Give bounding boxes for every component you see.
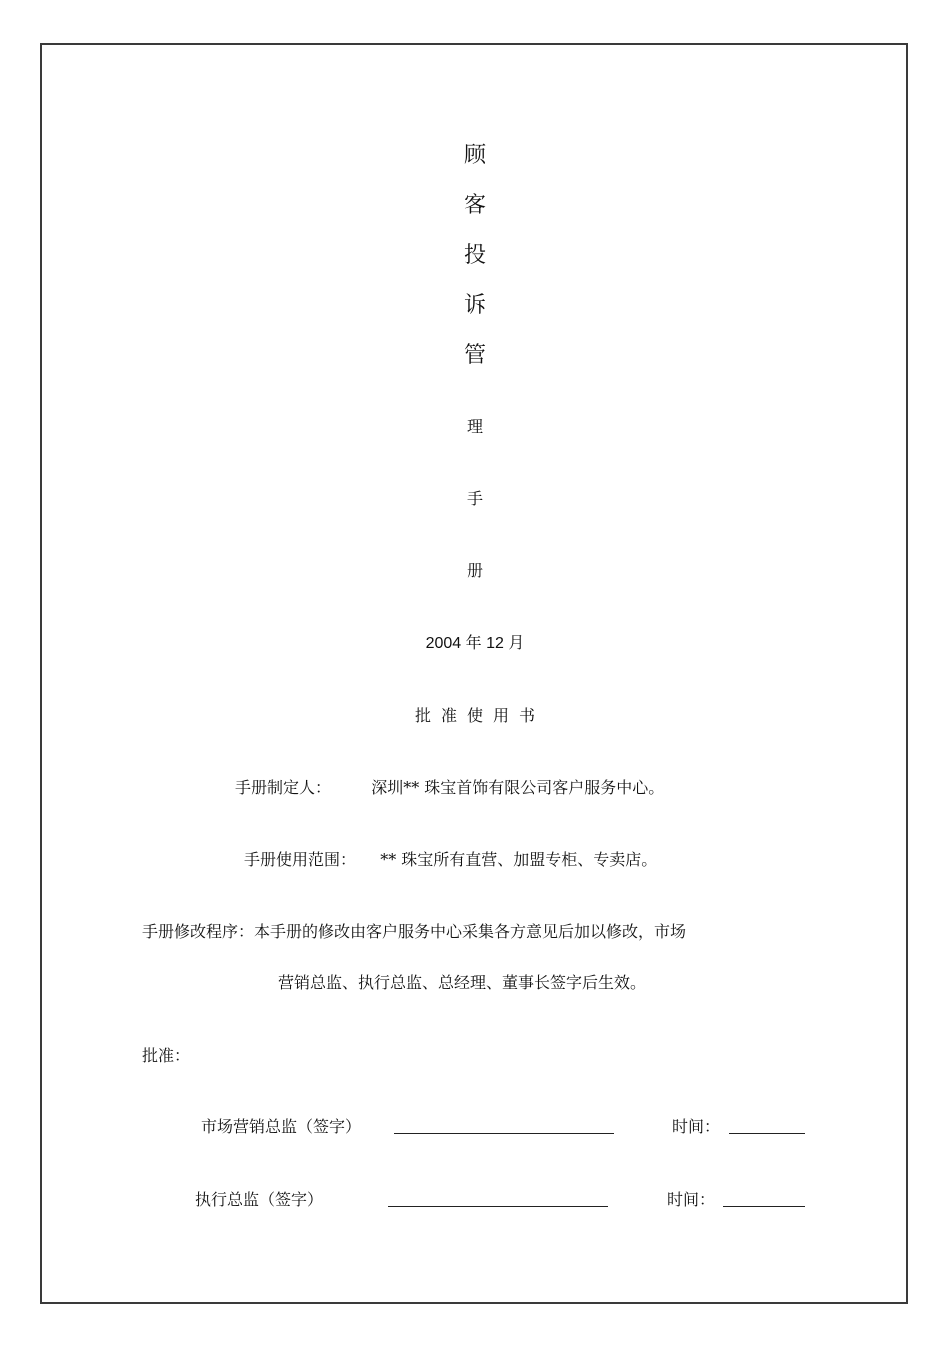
author-row	[235, 777, 664, 799]
signature-time-line-2[interactable]	[723, 1206, 805, 1207]
title-char-6: 理	[466, 417, 483, 436]
scope-row	[244, 849, 657, 871]
signature-line-1[interactable]	[394, 1133, 614, 1134]
title-char-3: 投	[463, 243, 486, 268]
subtitle: 批准使用书	[414, 706, 545, 725]
procedure-line-2: 营销总监、执行总监、总经理、董事长签字后生效。	[278, 973, 647, 992]
author-value: 深圳** 珠宝首饰有限公司客户服务中心。	[371, 778, 665, 797]
title-char-1: 顾	[463, 143, 486, 168]
title-char-4: 诉	[463, 293, 486, 318]
title-char-8: 册	[466, 561, 483, 580]
signature-line-2[interactable]	[388, 1206, 608, 1207]
title-char-2: 客	[463, 193, 486, 218]
approval-label: 批准：	[142, 1046, 191, 1065]
signature-time-line-1[interactable]	[729, 1133, 805, 1134]
date-month: 12	[486, 635, 504, 652]
scope-label: 手册使用范围：	[244, 850, 357, 869]
signature-time-label-1: 时间：	[672, 1117, 721, 1136]
scope-value: ** 珠宝所有直营、加盟专柜、专卖店。	[380, 850, 658, 869]
date-year: 2004	[425, 635, 462, 652]
page-border	[40, 43, 908, 1304]
author-label: 手册制定人：	[235, 778, 332, 797]
procedure-line-1: 本手册的修改由客户服务中心采集各方意见后加以修改，市场	[254, 922, 687, 941]
procedure-row	[142, 921, 686, 943]
procedure-label: 手册修改程序：	[142, 922, 255, 941]
signature-role-1: 市场营销总监（签字）	[201, 1117, 362, 1136]
title-char-5: 管	[463, 343, 486, 368]
signature-role-2: 执行总监（签字）	[195, 1190, 324, 1209]
document-date	[0, 632, 950, 655]
date-year-unit: 年	[465, 633, 482, 652]
signature-time-label-2: 时间：	[667, 1190, 716, 1209]
date-month-unit: 月	[508, 633, 525, 652]
title-char-7: 手	[466, 489, 483, 508]
